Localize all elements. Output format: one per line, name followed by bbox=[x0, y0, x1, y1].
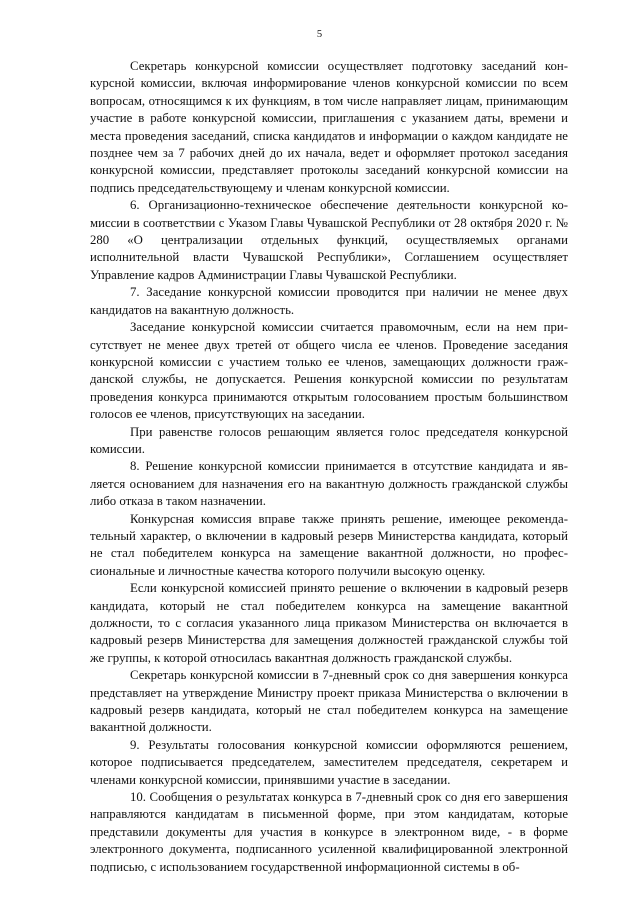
document-body bbox=[90, 58, 568, 876]
paragraph-tie-vote: При равенстве голосов решающим является голос председателя конкурсной комиссии. bbox=[90, 424, 568, 456]
paragraph-secretary-duties: Секретарь конкурсной комиссии осуществляет подготовку заседаний конкурсной комиссии, включая информирование членов конкурсной комиссии по всем вопросам, относящимся к их функциям, в том числе направляет лицам, принимающим участие в работе конкурсной комиссии, приглашения с указанием даты, времени и места проведения заседаний, списка кандидатов и информации о каждом кандидате не позднее чем за 7 рабочих дней до их начала, ведет и оформляет протокол заседания конкурсной комиссии, представляет протоколы заседаний конкурсной комиссии на подпись председательствующему и членам конкурсной комиссии. bbox=[90, 59, 568, 195]
paragraph-meeting-validity: Заседание конкурсной комиссии считается правомочным, если на нем присутствует не менее двух третей от общего числа ее членов. Проведение заседания конкурсной комиссии с участием только ее членов, замещающих должности гражданской службы, не допускается. Решения конкурсной комиссии по результатам проведения конкурса принимаются открытым голосованием простым большинством голосов ее членов, присутствующих на заседании. bbox=[90, 320, 568, 422]
paragraph-9-voting-results: 9. Результаты голосования конкурсной комиссии оформляются решением, которое подписывается председателем, заместителем председателя, секретарем и членами конкурсной комиссии, принявшими участие в заседании. bbox=[90, 737, 568, 787]
paragraph-7-meeting-quorum: 7. Заседание конкурсной комиссии проводится при наличии не менее двух кандидатов на вакантную должность. bbox=[90, 285, 568, 317]
paragraph-reserve-inclusion: Если конкурсной комиссией принято решение о включении в кадровый резерв кандидата, который не стал победителем конкурса на замещение вакантной должности, то с согласия указанного лица приказом Министерства он включается в кадровый резерв Министерства для замещения должностей гражданской службы той же группы, к которой относилась вакантная должность гражданской службы. bbox=[90, 581, 568, 665]
paragraph-6-technical-support: 6. Организационно-техническое обеспечение деятельности конкурсной комиссии в соответствии с Указом Главы Чувашской Республики от 28 октября 2020 г. № 280 «О централизации отдельных функций, осуществляемых органами исполнительной власти Чувашской Республики», Соглашением осуществляет Управление кадров Администрации Главы Чувашской Республики. bbox=[90, 198, 568, 282]
paragraph-reserve-recommendation: Конкурсная комиссия вправе также принять решение, имеющее рекомендательный характер, о включении в кадровый резерв Министерства кандидата, который не стал победителем конкурса на замещение вакантной должности, но профессиональные и личностные качества которого получили высокую оценку. bbox=[90, 511, 568, 578]
page-number: 5 bbox=[316, 29, 323, 40]
paragraph-10-notifications: 10. Сообщения о результатах конкурса в 7-дневный срок со дня его завершения направляются кандидатам в письменной форме, при этом кандидатам, которые представили документы для участия в конкурсе в электронном виде, - в форме электронного документа, подписанного усиленной квалифицированной электронной подписью, с использованием государственной информационной системы в об- bbox=[90, 790, 568, 874]
paragraph-secretary-order-draft: Секретарь конкурсной комиссии в 7-дневный срок со дня завершения конкурса представляет на утверждение Министру проект приказа Министерства о включении в кадровый резерв кандидата, который не стал победителем конкурса на замещение вакантной должности. bbox=[90, 668, 568, 735]
paragraph-8-decision: 8. Решение конкурсной комиссии принимается в отсутствие кандидата и является основанием для назначения его на вакантную должность гражданской службы либо отказа в таком назначении. bbox=[90, 459, 568, 509]
